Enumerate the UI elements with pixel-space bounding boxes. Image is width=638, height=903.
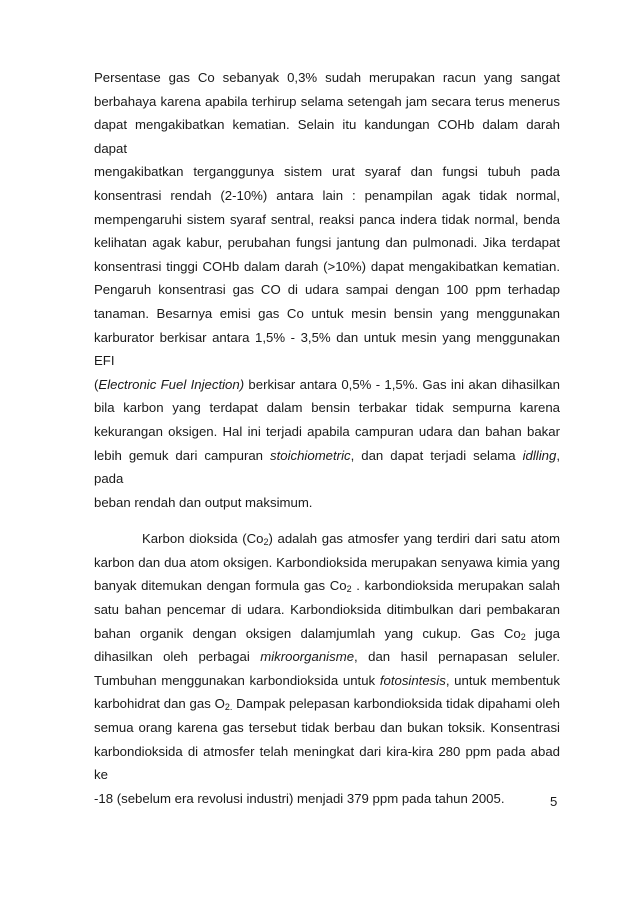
text-line: beban rendah dan output maksimum. <box>94 494 313 510</box>
text-line: Pengaruh konsentrasi gas CO di udara sampai dengan 100 ppm terhadap <box>94 282 560 298</box>
text-line: Persentase gas Co sebanyak 0,3% sudah merupakan racun yang sangat <box>94 70 560 85</box>
text-line: (Electronic Fuel Injection) berkisar antara 0,5% - 1,5%. Gas ini akan dihasilkan <box>94 376 560 392</box>
text-line: Tumbuhan menggunakan karbondioksida untuk fotosintesis, untuk membentuk <box>94 672 560 688</box>
text-line: kelihatan agak kabur, perubahan fungsi jantung dan pulmonadi. Jika terdapat <box>94 235 560 251</box>
page-number: 5 <box>550 794 558 809</box>
italic-term: Electronic Fuel Injection) <box>98 376 245 392</box>
text-line: dihasilkan oleh perbagai mikroorganisme, dan hasil pernapasan seluler. <box>94 649 560 665</box>
text-line: mempengaruhi sistem syaraf sentral, reaksi panca indera tidak normal, benda <box>94 211 560 227</box>
text-line: tanaman. Besarnya emisi gas Co untuk mesin bensin yang menggunakan <box>94 305 560 321</box>
paragraph-co2 <box>94 527 560 810</box>
text-line: konsentrasi tinggi COHb dalam darah (>10%) dapat mengakibatkan kematian. <box>94 258 560 274</box>
text-line: karburator berkisar antara 1,5% - 3,5% dan untuk mesin yang menggunakan EFI <box>94 329 560 369</box>
text-line: kekurangan oksigen. Hal ini terjadi apabila campuran udara dan bahan bakar <box>94 423 560 439</box>
text-line: karbondioksida di atmosfer telah meningkat dari kira-kira 280 ppm pada abad ke <box>94 743 560 783</box>
italic-term: idlling <box>522 447 557 463</box>
text-line: konsentrasi rendah (2-10%) antara lain : penampilan agak tidak normal, <box>94 187 560 203</box>
text-line: Karbon dioksida $(Co_2)$ adalah gas atmosfer yang terdiri dari satu atom <box>142 531 560 548</box>
text-line: satu bahan pencemar di udara. Karbondioksida ditimbulkan dari pembakaran <box>94 602 560 618</box>
text-line: karbohidrat dan gas $O_{2.}$ Dampak pelepasan karbondioksida tidak dipahami oleh <box>94 696 561 713</box>
text-line: berbahaya karena apabila terhirup selama setengah jam secara terus menerus <box>94 93 560 109</box>
text-line: karbon dan dua atom oksigen. Karbondioksida merupakan senyawa kimia yang <box>94 554 560 570</box>
text-line: bahan organik dengan oksigen dalamjumlah yang cukup. Gas $Co_2$ juga <box>94 625 560 642</box>
body-text <box>94 66 560 810</box>
text-line: dapat mengakibatkan kematian. Selain itu kandungan COHb dalam darah dapat <box>94 117 560 156</box>
italic-term: fotosintesis <box>379 672 446 688</box>
text-line: banyak ditemukan dengan formula gas $Co_2$ . karbondioksida merupakan salah <box>94 578 561 595</box>
italic-term: stoichiometric <box>269 447 351 463</box>
text-line: lebih gemuk dari campuran stoichiometric, dan dapat terjadi selama idlling, pada <box>94 447 560 487</box>
text-line: mengakibatkan terganggunya sistem urat syaraf dan fungsi tubuh pada <box>94 164 560 180</box>
text-line: bila karbon yang terdapat dalam bensin terbakar tidak sempurna karena <box>94 400 560 416</box>
text-line: semua orang karena gas tersebut tidak berbau dan bukan toksik. Konsentrasi <box>94 720 560 736</box>
italic-term: mikroorganisme <box>260 649 355 665</box>
paragraph-co-effects <box>94 66 560 514</box>
text-line: -18 (sebelum era revolusi industri) menjadi 379 ppm pada tahun 2005. <box>94 790 505 806</box>
